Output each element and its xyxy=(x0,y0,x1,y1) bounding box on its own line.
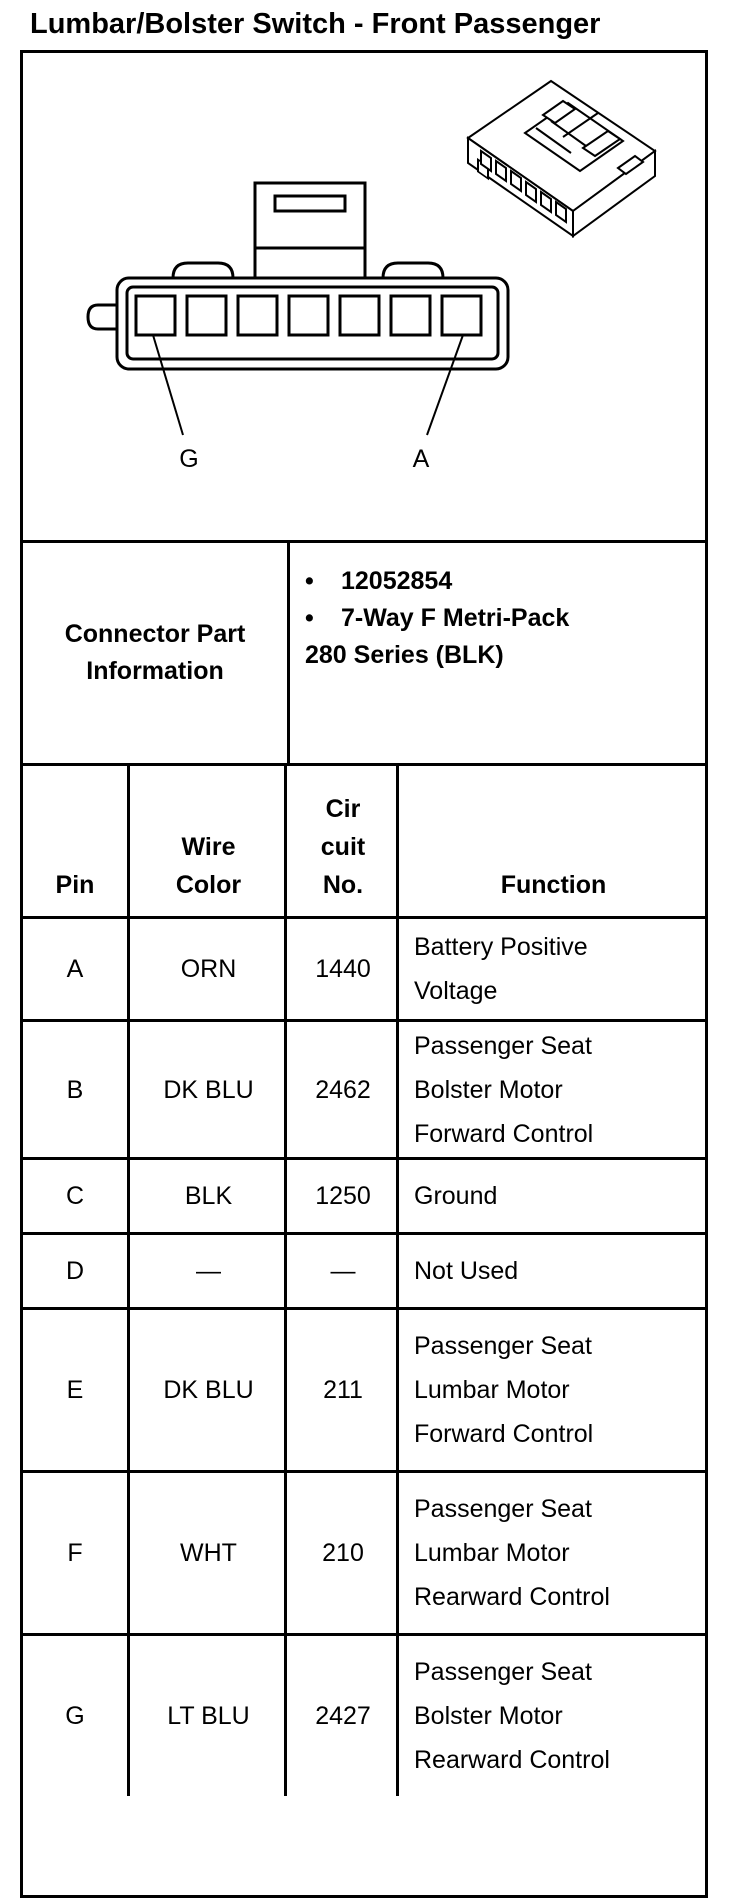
function-cell: Passenger Seat Lumbar Motor Rearward Control xyxy=(414,1495,610,1611)
connector-bump-right xyxy=(383,263,443,278)
connector-latch xyxy=(255,183,365,248)
connector-table xyxy=(20,50,708,1898)
connector-description: 7-Way F Metri-Pack xyxy=(341,604,570,632)
header-wire-color: Wire Color xyxy=(133,766,287,916)
part-number-line xyxy=(305,563,569,600)
part-number: 12052854 xyxy=(341,567,453,595)
table-row xyxy=(23,1022,705,1160)
cavity-c xyxy=(340,296,379,335)
pin-label-g: G xyxy=(179,445,199,473)
connector-diagram xyxy=(23,53,705,543)
pin-cell: A xyxy=(23,919,130,1019)
function-cell: Passenger Seat Lumbar Motor Forward Control xyxy=(414,1332,594,1448)
circuit-cell: — xyxy=(290,1235,399,1307)
description-line-1 xyxy=(305,600,569,637)
function-cell: Ground xyxy=(414,1182,498,1210)
function-cell: Passenger Seat Bolster Motor Rearward Control xyxy=(414,1658,610,1774)
cavity-g xyxy=(136,296,175,335)
bullet: • xyxy=(305,604,314,632)
connector-bump-left xyxy=(173,263,233,278)
circuit-cell: 2462 xyxy=(290,1022,399,1157)
description-line-2: 280 Series (BLK) xyxy=(305,641,504,669)
circuit-cell: 211 xyxy=(290,1310,399,1470)
table-row xyxy=(23,1235,705,1310)
connector-latch-window xyxy=(275,196,345,211)
function-cell: Battery Positive Voltage xyxy=(414,933,588,1005)
table-header-row xyxy=(23,766,705,919)
circuit-cell: 210 xyxy=(290,1473,399,1633)
bullet: • xyxy=(305,567,314,595)
circuit-cell: 1250 xyxy=(290,1160,399,1232)
function-cell: Passenger Seat Bolster Motor Forward Control xyxy=(414,1031,594,1148)
pin-cell: G xyxy=(23,1636,130,1796)
pin-cell: B xyxy=(23,1022,130,1157)
connector-hook xyxy=(88,305,117,329)
circuit-cell: 2427 xyxy=(290,1636,399,1796)
table-row xyxy=(23,1160,705,1235)
cavity-a xyxy=(442,296,481,335)
table-row xyxy=(23,1473,705,1636)
pin-cell: F xyxy=(23,1473,130,1633)
pin-cell: E xyxy=(23,1310,130,1470)
header-function: Function xyxy=(500,871,607,899)
pin-label-a: A xyxy=(412,445,430,473)
wire-color-cell: WHT xyxy=(133,1473,287,1633)
header-circuit: Cir cuit No. xyxy=(290,766,399,916)
connector-part-info-label: Connector Part Information xyxy=(23,543,290,763)
header-pin: Pin xyxy=(23,766,130,916)
leader-line-a xyxy=(427,335,463,435)
wire-color-cell: LT BLU xyxy=(133,1636,287,1796)
circuit-cell: 1440 xyxy=(290,919,399,1019)
wire-color-cell: BLK xyxy=(133,1160,287,1232)
page-title: Lumbar/Bolster Switch - Front Passenger xyxy=(30,8,601,40)
connector-iso-icon xyxy=(468,81,655,236)
wire-color-cell: — xyxy=(133,1235,287,1307)
connector-drawing xyxy=(23,53,705,540)
pin-cell: C xyxy=(23,1160,130,1232)
function-cell: Not Used xyxy=(414,1257,519,1285)
leader-line-g xyxy=(153,335,183,435)
wire-color-cell: ORN xyxy=(133,919,287,1019)
table-row xyxy=(23,919,705,1022)
wire-color-cell: DK BLU xyxy=(133,1310,287,1470)
cavity-b xyxy=(391,296,430,335)
pinout-table xyxy=(23,766,705,1796)
cavity-e xyxy=(238,296,277,335)
connector-part-info-values xyxy=(305,563,569,674)
table-row xyxy=(23,1310,705,1473)
pin-cell: D xyxy=(23,1235,130,1307)
connector-part-info xyxy=(23,543,705,766)
cavity-d xyxy=(289,296,328,335)
wire-color-cell: DK BLU xyxy=(133,1022,287,1157)
cavity-f xyxy=(187,296,226,335)
table-row xyxy=(23,1636,705,1796)
